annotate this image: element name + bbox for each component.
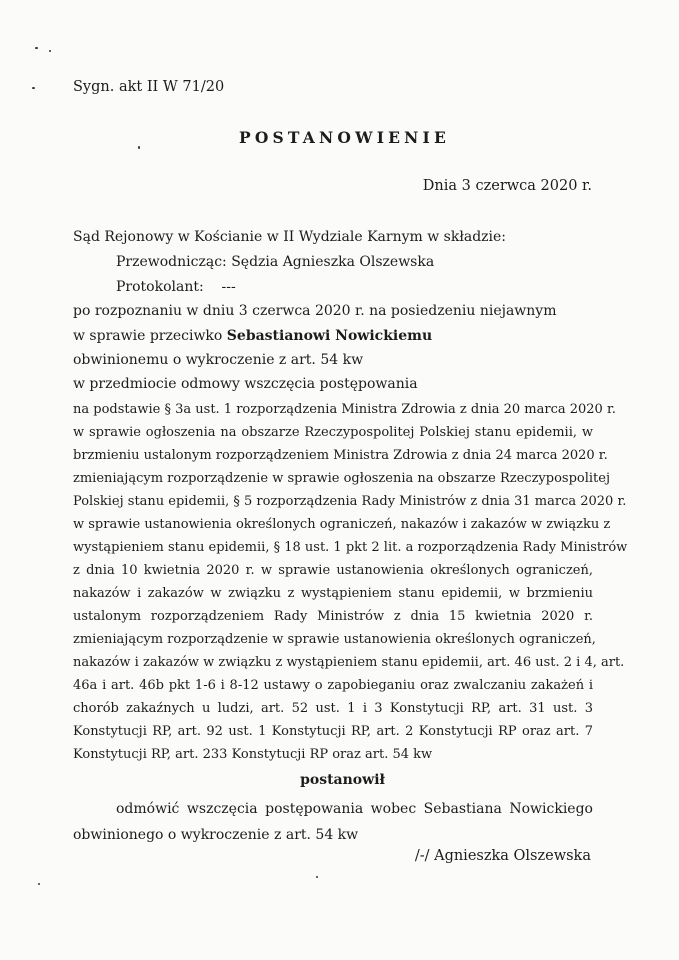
defendant-name: Sebastianowi Nowickiemu xyxy=(226,328,433,344)
case-against-line xyxy=(73,328,432,344)
legal-basis-line: Polskiej stanu epidemii, § 5 rozporządzenia Rady Ministrów z dnia 31 marca 2020 r. xyxy=(73,494,627,509)
court-line: Sąd Rejonowy w Kościanie w II Wydziale Karnym w składzie: xyxy=(73,229,507,245)
verdict-text-line: odmówić wszczęcia postępowania wobec Sebastiana Nowickiego xyxy=(116,801,593,817)
document-date: Dnia 3 czerwca 2020 r. xyxy=(422,178,592,194)
verdict-text-line: obwinionego o wykroczenie z art. 54 kw xyxy=(73,827,359,843)
legal-basis-line: wystąpieniem stanu epidemii, § 18 ust. 1 pkt 2 lit. a rozporządzenia Rady Ministrów xyxy=(73,540,628,555)
legal-basis-line: 46a i art. 46b pkt 1-6 i 8-12 ustawy o zapobieganiu oraz zwalczaniu zakażeń i xyxy=(73,678,593,693)
case-prefix: w sprawie przeciwko xyxy=(73,328,227,344)
legal-basis-line: z dnia 10 kwietnia 2020 r. w sprawie ustanowienia określonych ograniczeń, xyxy=(73,563,593,578)
legal-basis-line: na podstawie § 3a ust. 1 rozporządzenia Ministra Zdrowia z dnia 20 marca 2020 r. xyxy=(73,402,616,417)
case-signature: Sygn. akt II W 71/20 xyxy=(73,79,225,95)
legal-basis-line: w sprawie ogłoszenia na obszarze Rzeczypospolitej Polskiej stanu epidemii, w xyxy=(73,425,593,440)
presiding-judge: Przewodnicząc: Sędzia Agnieszka Olszewska xyxy=(116,254,435,270)
legal-basis-line: Konstytucji RP, art. 92 ust. 1 Konstytucji RP, art. 2 Konstytucji RP oraz art. 7 xyxy=(73,724,593,739)
charge-line: obwinionemu o wykroczenie z art. 54 kw xyxy=(73,352,364,368)
legal-basis-line: ustalonym rozporządzeniem Rady Ministrów z dnia 15 kwietnia 2020 r. xyxy=(73,609,593,624)
legal-basis-line: nakazów i zakazów w związku z wystąpieniem stanu epidemii, art. 46 ust. 2 i 4, art. xyxy=(73,655,625,670)
scan-speck xyxy=(32,87,35,89)
legal-basis-line: brzmieniu ustalonym rozporządzeniem Ministra Zdrowia z dnia 24 marca 2020 r. xyxy=(73,448,608,463)
scan-speck xyxy=(38,883,40,885)
legal-basis-line: w sprawie ustanowienia określonych ograniczeń, nakazów i zakazów w związku z xyxy=(73,517,611,532)
verdict-heading: postanowił xyxy=(300,772,385,788)
subject-line: w przedmiocie odmowy wszczęcia postępowania xyxy=(73,376,418,392)
recorder-line: Protokolant: --- xyxy=(116,279,236,295)
hearing-line: po rozpoznaniu w dniu 3 czerwca 2020 r. na posiedzeniu niejawnym xyxy=(73,303,557,319)
signature: /-/ Agnieszka Olszewska xyxy=(414,848,591,864)
legal-basis-line: zmieniającym rozporządzenie w sprawie ogłoszenia na obszarze Rzeczypospolitej xyxy=(73,471,610,486)
legal-basis-line: zmieniającym rozporządzenie w sprawie ustanowienia określonych ograniczeń, xyxy=(73,632,596,647)
scan-speck xyxy=(316,876,318,878)
document-title: POSTANOWIENIE xyxy=(238,128,451,147)
legal-basis-line: nakazów i zakazów w związku z wystąpieniem stanu epidemii, w brzmieniu xyxy=(73,586,593,601)
legal-basis-line: Konstytucji RP, art. 233 Konstytucji RP oraz art. 54 kw xyxy=(73,747,433,762)
scan-speck xyxy=(49,50,51,52)
scan-speck xyxy=(35,47,38,49)
legal-basis-line: chorób zakaźnych u ludzi, art. 52 ust. 1 i 3 Konstytucji RP, art. 31 ust. 3 xyxy=(73,701,593,716)
